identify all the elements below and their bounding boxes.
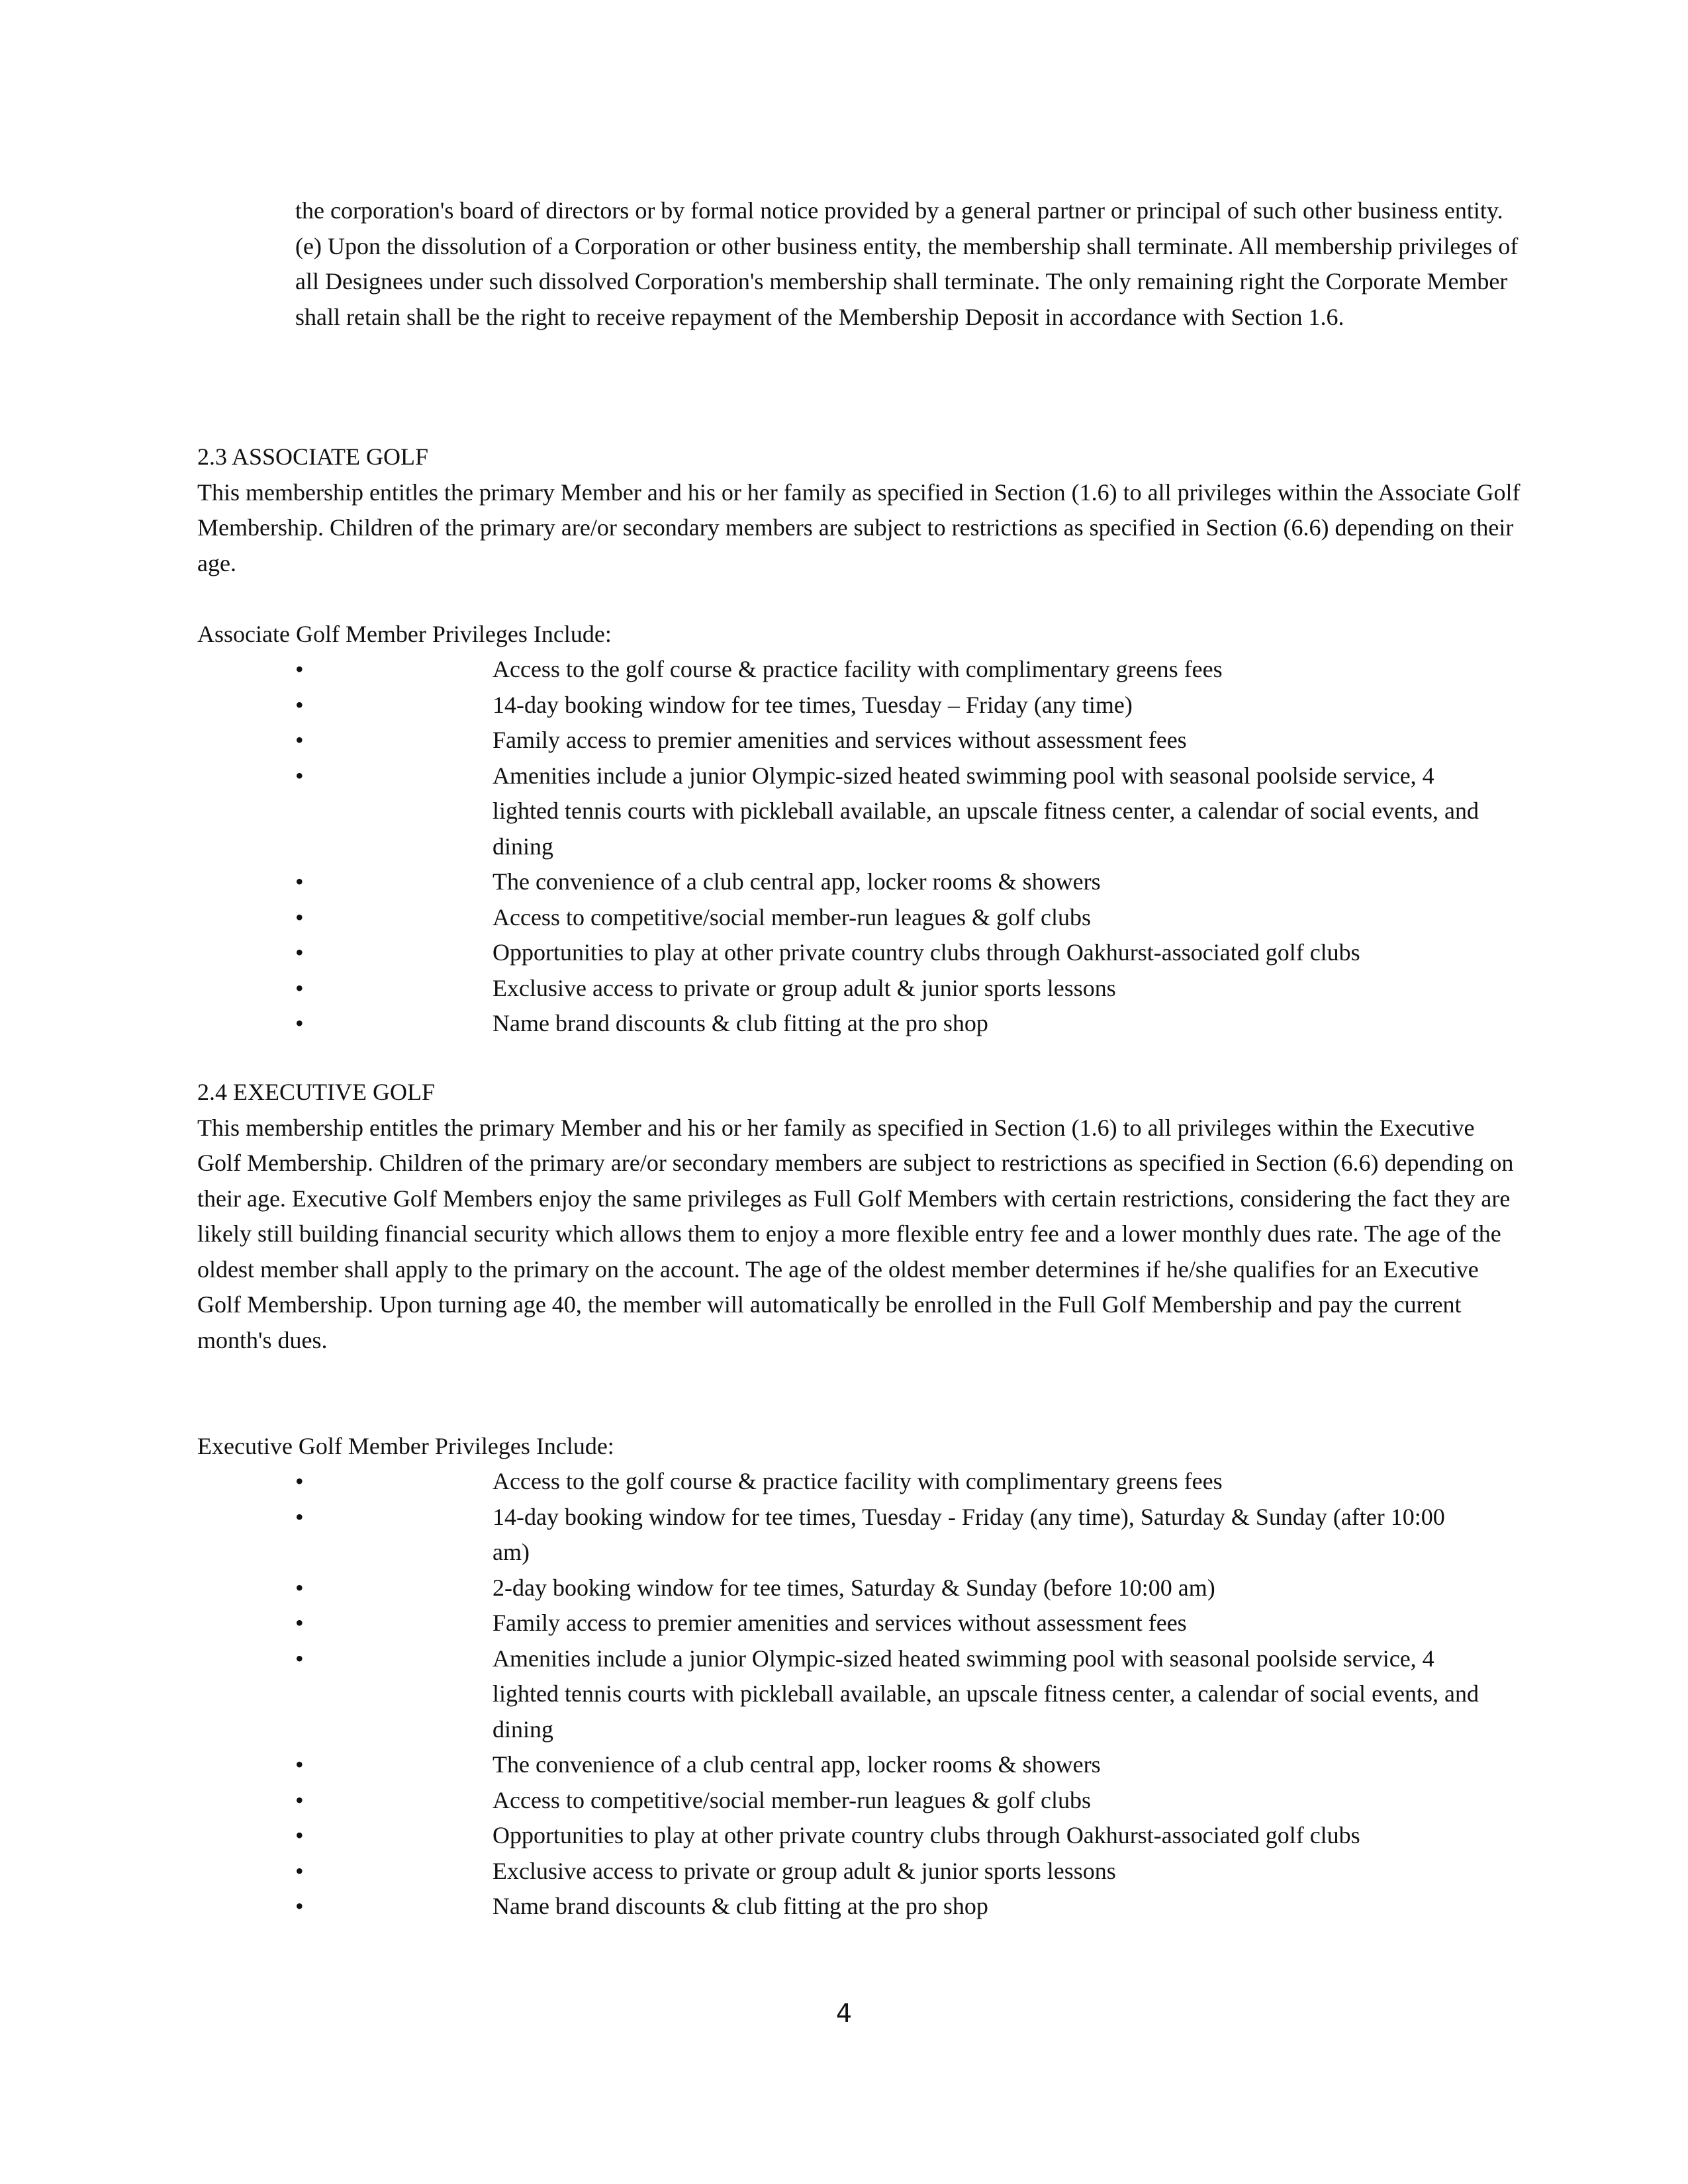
- bullet-icon: •: [295, 762, 304, 789]
- bullet-icon: •: [295, 1857, 304, 1884]
- privilege-item: [295, 758, 1487, 865]
- privilege-item: [295, 1641, 1487, 1748]
- bullet-icon: •: [295, 1610, 304, 1636]
- privilege-text: Access to the golf course & practice facility with complimentary greens fees: [492, 1468, 1223, 1494]
- associate-privileges-list: [295, 652, 1487, 1042]
- privilege-text: 14-day booking window for tee times, Tuesday – Friday (any time): [492, 691, 1133, 718]
- privilege-text: Amenities include a junior Olympic-sized heated swimming pool with seasonal poolside service, 4 lighted tennis courts with pickleball available, an upscale fitness center, a calendar of social events, and dining: [492, 762, 1479, 860]
- executive-golf-section: [197, 1075, 1521, 1358]
- bullet-icon: •: [295, 727, 304, 753]
- associate-body: This membership entitles the primary Member and his or her family as specified in Section (1.6) to all privileges within the Associate Golf Membership. Children of the primary are/or secondary members are subject to restrictions as specified in Section (6.6) depending on their age.: [197, 478, 1521, 576]
- privilege-text: Access to competitive/social member-run leagues & golf clubs: [492, 1786, 1092, 1813]
- privilege-item: [295, 688, 1487, 723]
- bullet-icon: •: [295, 1822, 304, 1848]
- privilege-text: Family access to premier amenities and services without assessment fees: [492, 727, 1187, 753]
- associate-golf-section: [197, 439, 1521, 581]
- associate-privileges-list-wrap: [295, 652, 1487, 1042]
- bullet-icon: •: [295, 1786, 304, 1813]
- privilege-text: Exclusive access to private or group adult & junior sports lessons: [492, 974, 1116, 1001]
- privilege-item: [295, 971, 1487, 1007]
- bullet-icon: •: [295, 1751, 304, 1778]
- bullet-icon: •: [295, 1893, 304, 1919]
- bullet-icon: •: [295, 1010, 304, 1036]
- associate-privileges-title: Associate Golf Member Privileges Include:: [197, 621, 612, 647]
- privilege-text: Opportunities to play at other private country clubs through Oakhurst-associated golf clubs: [492, 939, 1360, 966]
- bullet-icon: •: [295, 1468, 304, 1494]
- privilege-item: [295, 1006, 1487, 1042]
- associate-privileges-title-wrap: [197, 617, 1521, 653]
- executive-privileges-title: Executive Golf Member Privileges Include:: [197, 1433, 614, 1459]
- privilege-text: Family access to premier amenities and services without assessment fees: [492, 1610, 1187, 1636]
- privilege-text: Access to competitive/social member-run leagues & golf clubs: [492, 903, 1092, 931]
- privilege-text: 14-day booking window for tee times, Tuesday - Friday (any time), Saturday & Sunday (after 10:00 am): [492, 1503, 1445, 1565]
- privilege-text: The convenience of a club central app, locker rooms & showers: [492, 1751, 1101, 1778]
- privilege-item: [295, 1747, 1487, 1783]
- bullet-icon: •: [295, 1574, 304, 1601]
- intro-continuation: [295, 193, 1526, 335]
- privilege-item: [295, 1464, 1487, 1500]
- bullet-icon: •: [295, 939, 304, 966]
- privilege-item: [295, 935, 1487, 971]
- privilege-item: [295, 1606, 1487, 1641]
- privilege-item: [295, 1818, 1487, 1854]
- privilege-item: [295, 652, 1487, 688]
- privilege-text: 2-day booking window for tee times, Saturday & Sunday (before 10:00 am): [492, 1574, 1215, 1601]
- bullet-icon: •: [295, 868, 304, 895]
- bullet-icon: •: [295, 974, 304, 1001]
- executive-privileges-list-wrap: [295, 1464, 1487, 1925]
- privilege-item: [295, 900, 1487, 936]
- intro-paragraph-1: the corporation's board of directors or by formal notice provided by a general partner or principal of such other business entity.: [295, 197, 1503, 224]
- bullet-icon: •: [295, 1645, 304, 1672]
- privilege-text: Opportunities to play at other private country clubs through Oakhurst-associated golf clubs: [492, 1822, 1360, 1848]
- executive-privileges-list: [295, 1464, 1487, 1925]
- privilege-text: Exclusive access to private or group adult & junior sports lessons: [492, 1857, 1116, 1884]
- page-number: 4: [835, 1999, 853, 2028]
- privilege-item: [295, 864, 1487, 900]
- privilege-text: Amenities include a junior Olympic-sized heated swimming pool with seasonal poolside service, 4 lighted tennis courts with pickleball available, an upscale fitness center, a calendar of social events, and dining: [492, 1645, 1479, 1743]
- executive-heading: 2.4 EXECUTIVE GOLF: [197, 1079, 435, 1105]
- privilege-item: [295, 1570, 1487, 1606]
- privilege-item: [295, 1500, 1487, 1570]
- privilege-item: [295, 1854, 1487, 1889]
- privilege-item: [295, 1889, 1487, 1925]
- privilege-text: Name brand discounts & club fitting at the pro shop: [492, 1893, 988, 1919]
- bullet-icon: •: [295, 691, 304, 718]
- privilege-text: Access to the golf course & practice facility with complimentary greens fees: [492, 656, 1223, 682]
- privilege-item: [295, 1783, 1487, 1819]
- executive-privileges-title-wrap: [197, 1429, 1521, 1465]
- privilege-text: Name brand discounts & club fitting at the pro shop: [492, 1010, 988, 1036]
- associate-heading: 2.3 ASSOCIATE GOLF: [197, 443, 429, 470]
- intro-paragraph-2: (e) Upon the dissolution of a Corporation or other business entity, the membership shall terminate. All membership privileges of all Designees under such dissolved Corporation's membership shall terminate. The only remaining right the Corporate Member shall retain shall be the right to receive repayment of the Membership Deposit in accordance with Section 1.6.: [295, 232, 1519, 330]
- privilege-text: The convenience of a club central app, locker rooms & showers: [492, 868, 1101, 895]
- privilege-item: [295, 723, 1487, 758]
- bullet-icon: •: [295, 656, 304, 682]
- executive-body: This membership entitles the primary Member and his or her family as specified in Section (1.6) to all privileges within the Executive Golf Membership. Children of the primary are/or secondary members are subject to restrictions as specified in Section (6.6) depending on their age. Executive Golf Members enjoy the same privileges as Full Golf Members with certain restrictions, considering the fact they are likely still building financial security which allows them to enjoy a more flexible entry fee and a lower monthly dues rate. The age of the oldest member shall apply to the primary on the account. The age of the oldest member determines if he/she qualifies for an Executive Golf Membership. Upon turning age 40, the member will automatically be enrolled in the Full Golf Membership and pay the current month's dues.: [197, 1114, 1514, 1353]
- bullet-icon: •: [295, 903, 304, 931]
- bullet-icon: •: [295, 1503, 304, 1530]
